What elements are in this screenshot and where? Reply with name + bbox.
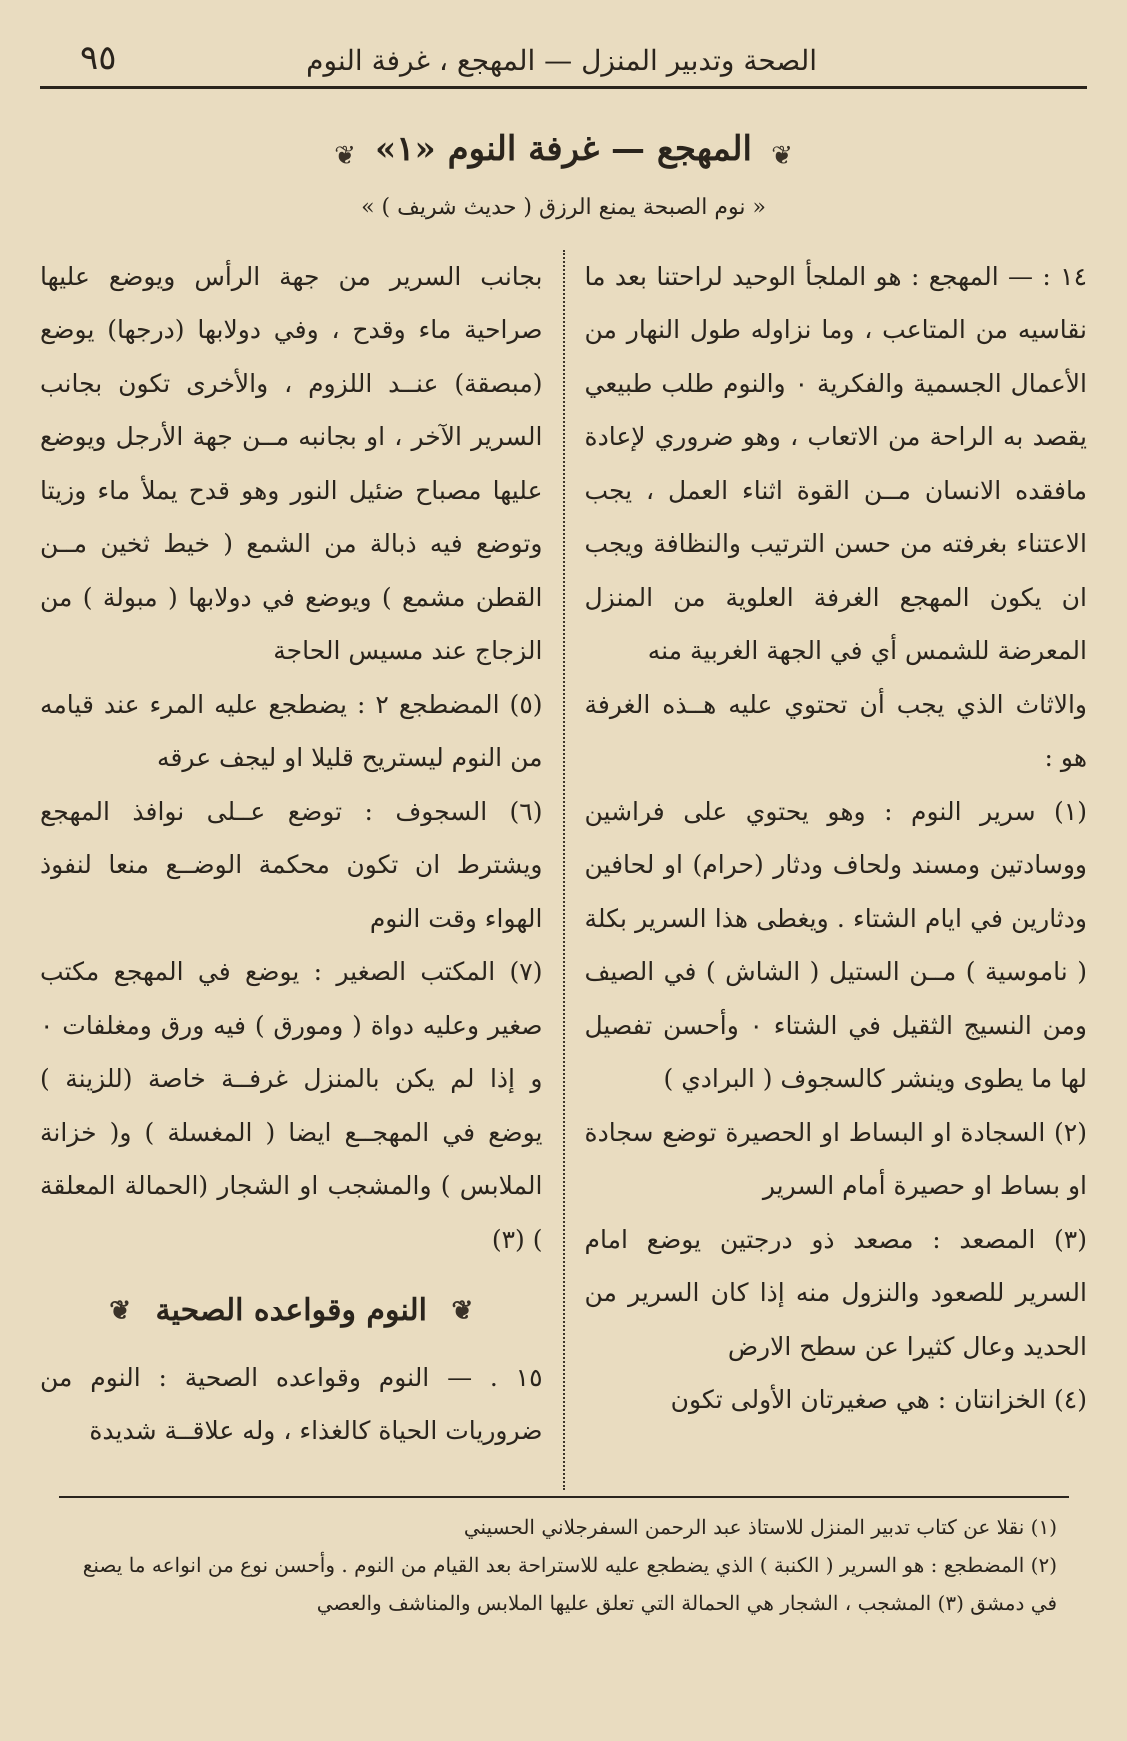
page-header — [40, 24, 1087, 86]
left-column — [40, 250, 543, 1490]
paragraph: (٣) المصعد : مصعد ذو درجتين يوضع امام السرير للصعود والنزول منه إذا كان السرير من الحديد وعال كثيرا عن سطح الارض — [584, 1224, 1087, 1361]
right-column — [585, 250, 1088, 1490]
subheading-block — [40, 1284, 543, 1339]
paragraph: ١٤ : — المهجع : هو الملجأ الوحيد لراحتنا بعد ما نقاسيه من المتاعب ، وما نزاوله طول النهار من الأعمال الجسمية والفكرية ٠ والنوم طلب طبيعي يقصد به الراحة من الاتعاب ، وهو ضروري لإعادة مافقده الانسان مــن القوة اثناء العمل ، يجب الاعتناء بغرفته من حسن الترتيب والنظافة ويجب ان يكون المهجع الغرفة العلوية من المنزل المعرضة للشمس أي في الجهة الغربية منه — [584, 261, 1087, 665]
paragraph: ١٥ . — النوم وقواعده الصحية : النوم من ضروريات الحياة كالغذاء ، وله علاقــة شديدة — [40, 1362, 543, 1446]
ornament-icon: ❦ — [451, 1296, 474, 1327]
column-divider — [563, 250, 565, 1490]
paragraph: (٥) المضطجع ٢ : يضطجع عليه المرء عند قيامه من النوم ليستريح قليلا او ليجف عرقه — [40, 689, 543, 772]
motto: « نوم الصبحة يمنع الرزق ( حديث شريف ) » — [361, 194, 766, 220]
paragraph: (١) سرير النوم : وهو يحتوي على فراشين ووسادتين ومسند ولحاف ودثار (حرام) او لحافين ودثارين في ايام الشتاء . ويغطى هذا السرير بكلة ( ناموسية ) مــن الستيل ( الشاش ) في الصيف ومن النسيج الثقيل في الشتاء ٠ وأحسن تفصيل لها ما يطوى وينشر كالسجوف ( البرادي ) — [584, 796, 1087, 1093]
paragraph: بجانب السرير من جهة الرأس ويوضع عليها صراحية ماء وقدح ، وفي دولابها (درجها) يوضع (مبصقة) عنــد اللزوم ، والأخرى تكون بجانب السرير الآخر ، او بجانبه مــن جهة الأرجل ويوضع عليها مصباح ضئيل النور وهو قدح يملأ ماء وزيتا وتوضع فيه ذبالة من الشمع ( خيط ثخين مــن القطن مشمع ) ويوضع في دولابها ( مبولة ) من الزجاج عند مسيس الحاجة — [40, 261, 543, 665]
ornament-icon: ❦ — [771, 140, 793, 171]
two-columns — [40, 250, 1087, 1490]
running-title: الصحة وتدبير المنزل — المهجع ، غرفة النوم — [306, 44, 817, 77]
footnotes — [40, 1508, 1087, 1622]
footnote: (٢) المضطجع : هو السرير ( الكنبة ) الذي يضطجع عليه للاستراحة بعد القيام من النوم . وأحسن نوع من انواعه ما يصنع في دمشق (٣) المشجب ، الشجار هي الحمالة التي تعلق عليها الملابس والمناشف والعصي — [82, 1552, 1057, 1615]
ornament-icon: ❦ — [334, 140, 356, 171]
header-rule — [40, 86, 1087, 89]
title-block — [40, 129, 1087, 171]
footnote: (١) نقلا عن كتاب تدبير المنزل للاستاذ عبد الرحمن السفرجلاني الحسيني — [463, 1514, 1057, 1539]
ornament-icon: ❦ — [109, 1296, 132, 1327]
paragraph: (٤) الخزانتان : هي صغيرتان الأولى تكون — [670, 1385, 1087, 1414]
paragraph: والاثاث الذي يجب أن تحتوي عليه هــذه الغرفة هو : — [584, 689, 1087, 772]
footnote-rule — [59, 1496, 1069, 1498]
paragraph: (٧) المكتب الصغير : يوضع في المهجع مكتب صغير وعليه دواة ( ومورق ) فيه ورق ومغلفات ٠ و إذا لم يكن بالمنزل غرفــة خاصة (للزينة ) يوضع في المهجــع ايضا ( المغسلة ) و( خزانة الملابس ) والمشجب او الشجار (الحمالة المعلقة ) (٣) — [40, 957, 543, 1254]
paragraph: (٢) السجادة او البساط او الحصيرة توضع سجادة او بساط او حصيرة أمام السرير — [584, 1117, 1087, 1200]
paragraph: (٦) السجوف : توضع عــلى نوافذ المهجع ويشترط ان تكون محكمة الوضــع منعا لنفوذ الهواء وقت النوم — [40, 796, 543, 933]
page-number: ٩٥ — [80, 38, 117, 78]
chapter-title: المهجع — غرفة النوم «١» — [375, 129, 752, 169]
subheading: النوم وقواعده الصحية — [155, 1293, 427, 1328]
